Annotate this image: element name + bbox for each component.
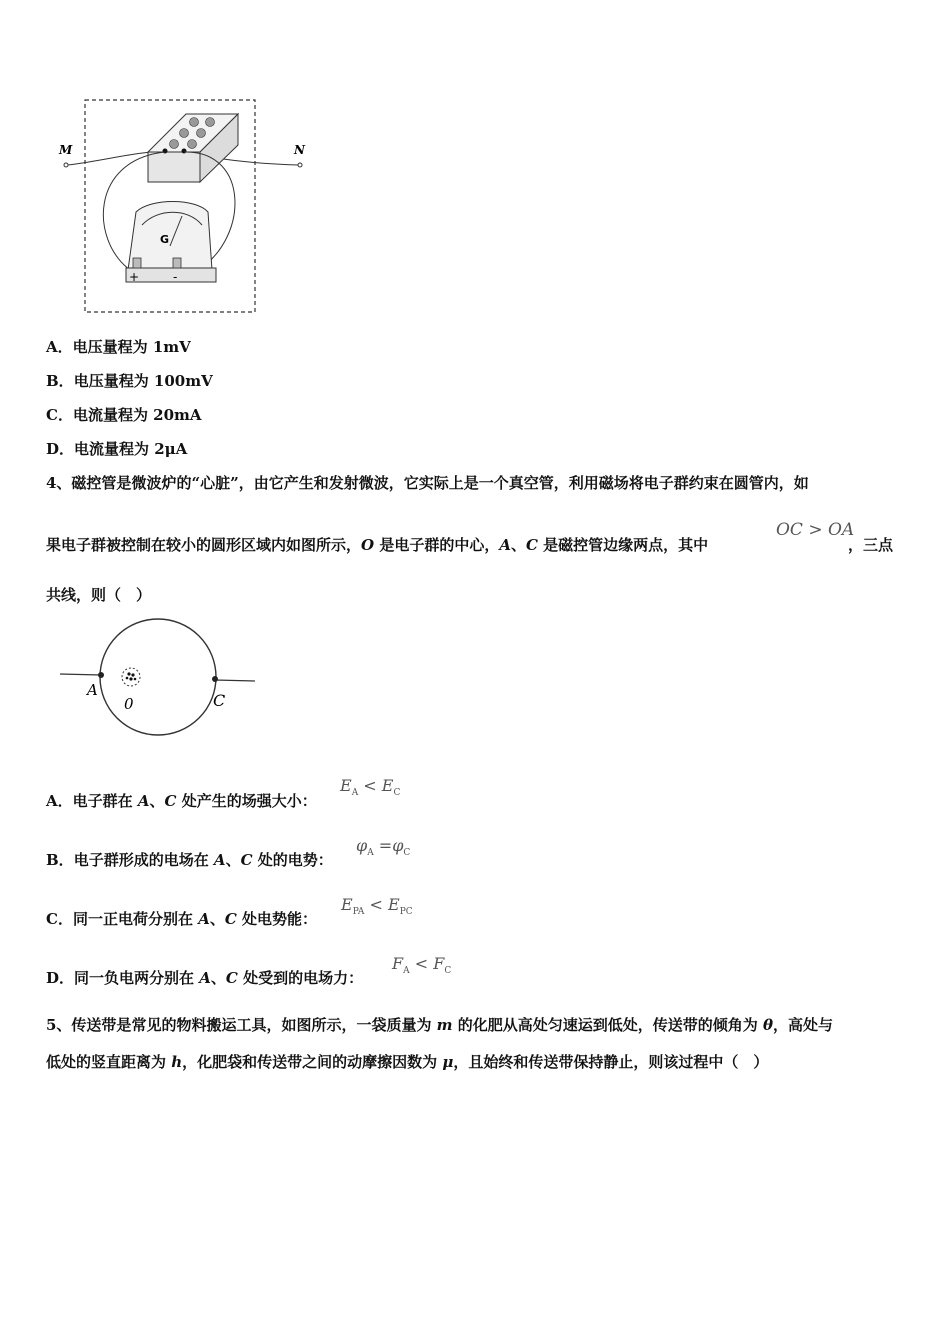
option-text: 电流量程为 20mA	[72, 406, 202, 424]
label-c: C	[213, 691, 226, 710]
option-label: C．	[46, 910, 73, 928]
q3-option-d	[46, 438, 187, 459]
var-theta: θ	[763, 1016, 774, 1034]
label-a: A	[87, 681, 98, 699]
q5-text: 低处的竖直距离为	[46, 1053, 172, 1071]
q4-option-c	[46, 908, 317, 929]
label-o: 0	[124, 695, 134, 713]
q4-option-d-formula	[392, 954, 451, 976]
formula-sub: C	[393, 788, 401, 799]
formula-op: <	[363, 776, 377, 795]
q4-var-c: C	[525, 536, 538, 554]
q5-text: 的化肥从高处匀速运到低处，传送带的倾角为	[452, 1016, 763, 1034]
q3-option-b	[46, 370, 213, 391]
formula-left: E	[341, 895, 353, 914]
formula-right: F	[433, 954, 445, 973]
battery-icon	[148, 114, 238, 182]
formula-left: F	[392, 954, 404, 973]
formula-sub: A	[351, 788, 359, 799]
q4-option-a-formula	[340, 776, 400, 798]
formula-op: =	[378, 836, 393, 855]
q4-line-1: 4、磁控管是微波炉的“心脏”，由它产生和发射微波，它实际上是一个真空管，利用磁场将电子群约束在圆管内，如	[46, 474, 809, 492]
q5-line-2	[46, 1051, 768, 1072]
q4-option-c-formula	[341, 895, 413, 917]
q5-text: ，且始终和传送带保持静止，则该过程中（ ）	[453, 1053, 769, 1071]
q5-line-1	[46, 1014, 833, 1035]
q4-var-a: A	[499, 536, 511, 554]
q3-option-a	[46, 336, 191, 357]
var-c: C	[225, 969, 238, 987]
q4-text: 是磁控管边缘两点，其中	[537, 536, 709, 554]
formula-sub: A	[367, 848, 374, 859]
option-label: C．	[46, 406, 73, 424]
formula-sub: C	[444, 966, 452, 977]
q4-var-o: O	[361, 536, 375, 554]
q5-text: ，高处与	[773, 1016, 834, 1034]
formula-right: E	[381, 776, 394, 795]
option-text: 、	[149, 792, 165, 810]
var-c: C	[240, 851, 253, 869]
option-text: 处受到的电场力：	[237, 969, 364, 987]
formula-sub: PA	[352, 907, 365, 918]
formula-sub: A	[403, 966, 410, 977]
option-text: 同一负电两分别在	[74, 969, 200, 987]
var-a: A	[213, 851, 226, 869]
q4-text: 、	[510, 536, 526, 554]
label-n: N	[294, 143, 305, 157]
formula-right: E	[388, 895, 400, 914]
option-text: 处电势能：	[236, 910, 318, 928]
q5-text: 5、传送带是常见的物料搬运工具，如图所示，一袋质量为	[46, 1016, 437, 1034]
circuit-figure	[50, 90, 320, 320]
formula-op: <	[414, 954, 429, 973]
q4-option-b-formula	[356, 836, 410, 858]
q4-condition-formula: OC > OA	[776, 520, 855, 540]
q4-option-d	[46, 967, 363, 988]
q3-option-c	[46, 404, 202, 425]
label-g: G	[160, 233, 170, 246]
label-plus: +	[129, 270, 140, 284]
galvanometer-icon	[126, 202, 216, 283]
formula-left: φ	[356, 836, 368, 855]
formula-op: <	[369, 895, 383, 914]
q5-text: ，化肥袋和传送带之间的动摩擦因数为	[182, 1053, 443, 1071]
label-minus: -	[173, 270, 178, 284]
q4-text: 是电子群的中心，	[374, 536, 500, 554]
option-text: 同一正电荷分别在	[72, 910, 199, 928]
option-text: 、	[210, 969, 226, 987]
option-label: A．	[46, 792, 73, 810]
formula-left: E	[340, 776, 352, 795]
option-label: D．	[46, 440, 75, 458]
option-label: A．	[46, 338, 73, 356]
formula-sub: PC	[399, 907, 413, 918]
q4-option-b	[46, 849, 333, 870]
option-label: B．	[46, 372, 74, 390]
var-c: C	[164, 792, 177, 810]
var-a: A	[199, 969, 211, 987]
magnetron-figure	[55, 612, 265, 742]
option-text: 处的电势：	[252, 851, 333, 869]
q4-option-a	[46, 790, 317, 811]
option-text: 电流量程为 2μA	[74, 440, 188, 458]
option-text: 、	[225, 851, 241, 869]
var-c: C	[224, 910, 237, 928]
q4-line-3: 共线，则（ ）	[46, 586, 152, 604]
var-h: h	[171, 1053, 183, 1071]
var-a: A	[137, 792, 150, 810]
option-text: 电压量程为 1mV	[72, 338, 191, 356]
var-mu: μ	[442, 1053, 454, 1071]
option-text: 处产生的场强大小：	[176, 792, 317, 810]
q4-line-2	[46, 534, 708, 555]
q4-text: 果电子群被控制在较小的圆形区域内如图所示，	[46, 536, 362, 554]
option-text: 电子群形成的电场在	[73, 851, 214, 869]
formula-right: φ	[392, 836, 404, 855]
option-text: 、	[209, 910, 225, 928]
label-m: M	[59, 143, 73, 157]
option-text: 电压量程为 100mV	[73, 372, 213, 390]
q4-line-2-end: ，三点	[848, 536, 894, 554]
option-label: D．	[46, 969, 75, 987]
electron-cloud-icon	[122, 668, 140, 686]
var-m: m	[436, 1016, 453, 1034]
option-text: 电子群在	[72, 792, 138, 810]
var-a: A	[198, 910, 210, 928]
formula-sub: C	[403, 848, 411, 859]
tube-circle	[100, 619, 216, 735]
option-label: B．	[46, 851, 74, 869]
